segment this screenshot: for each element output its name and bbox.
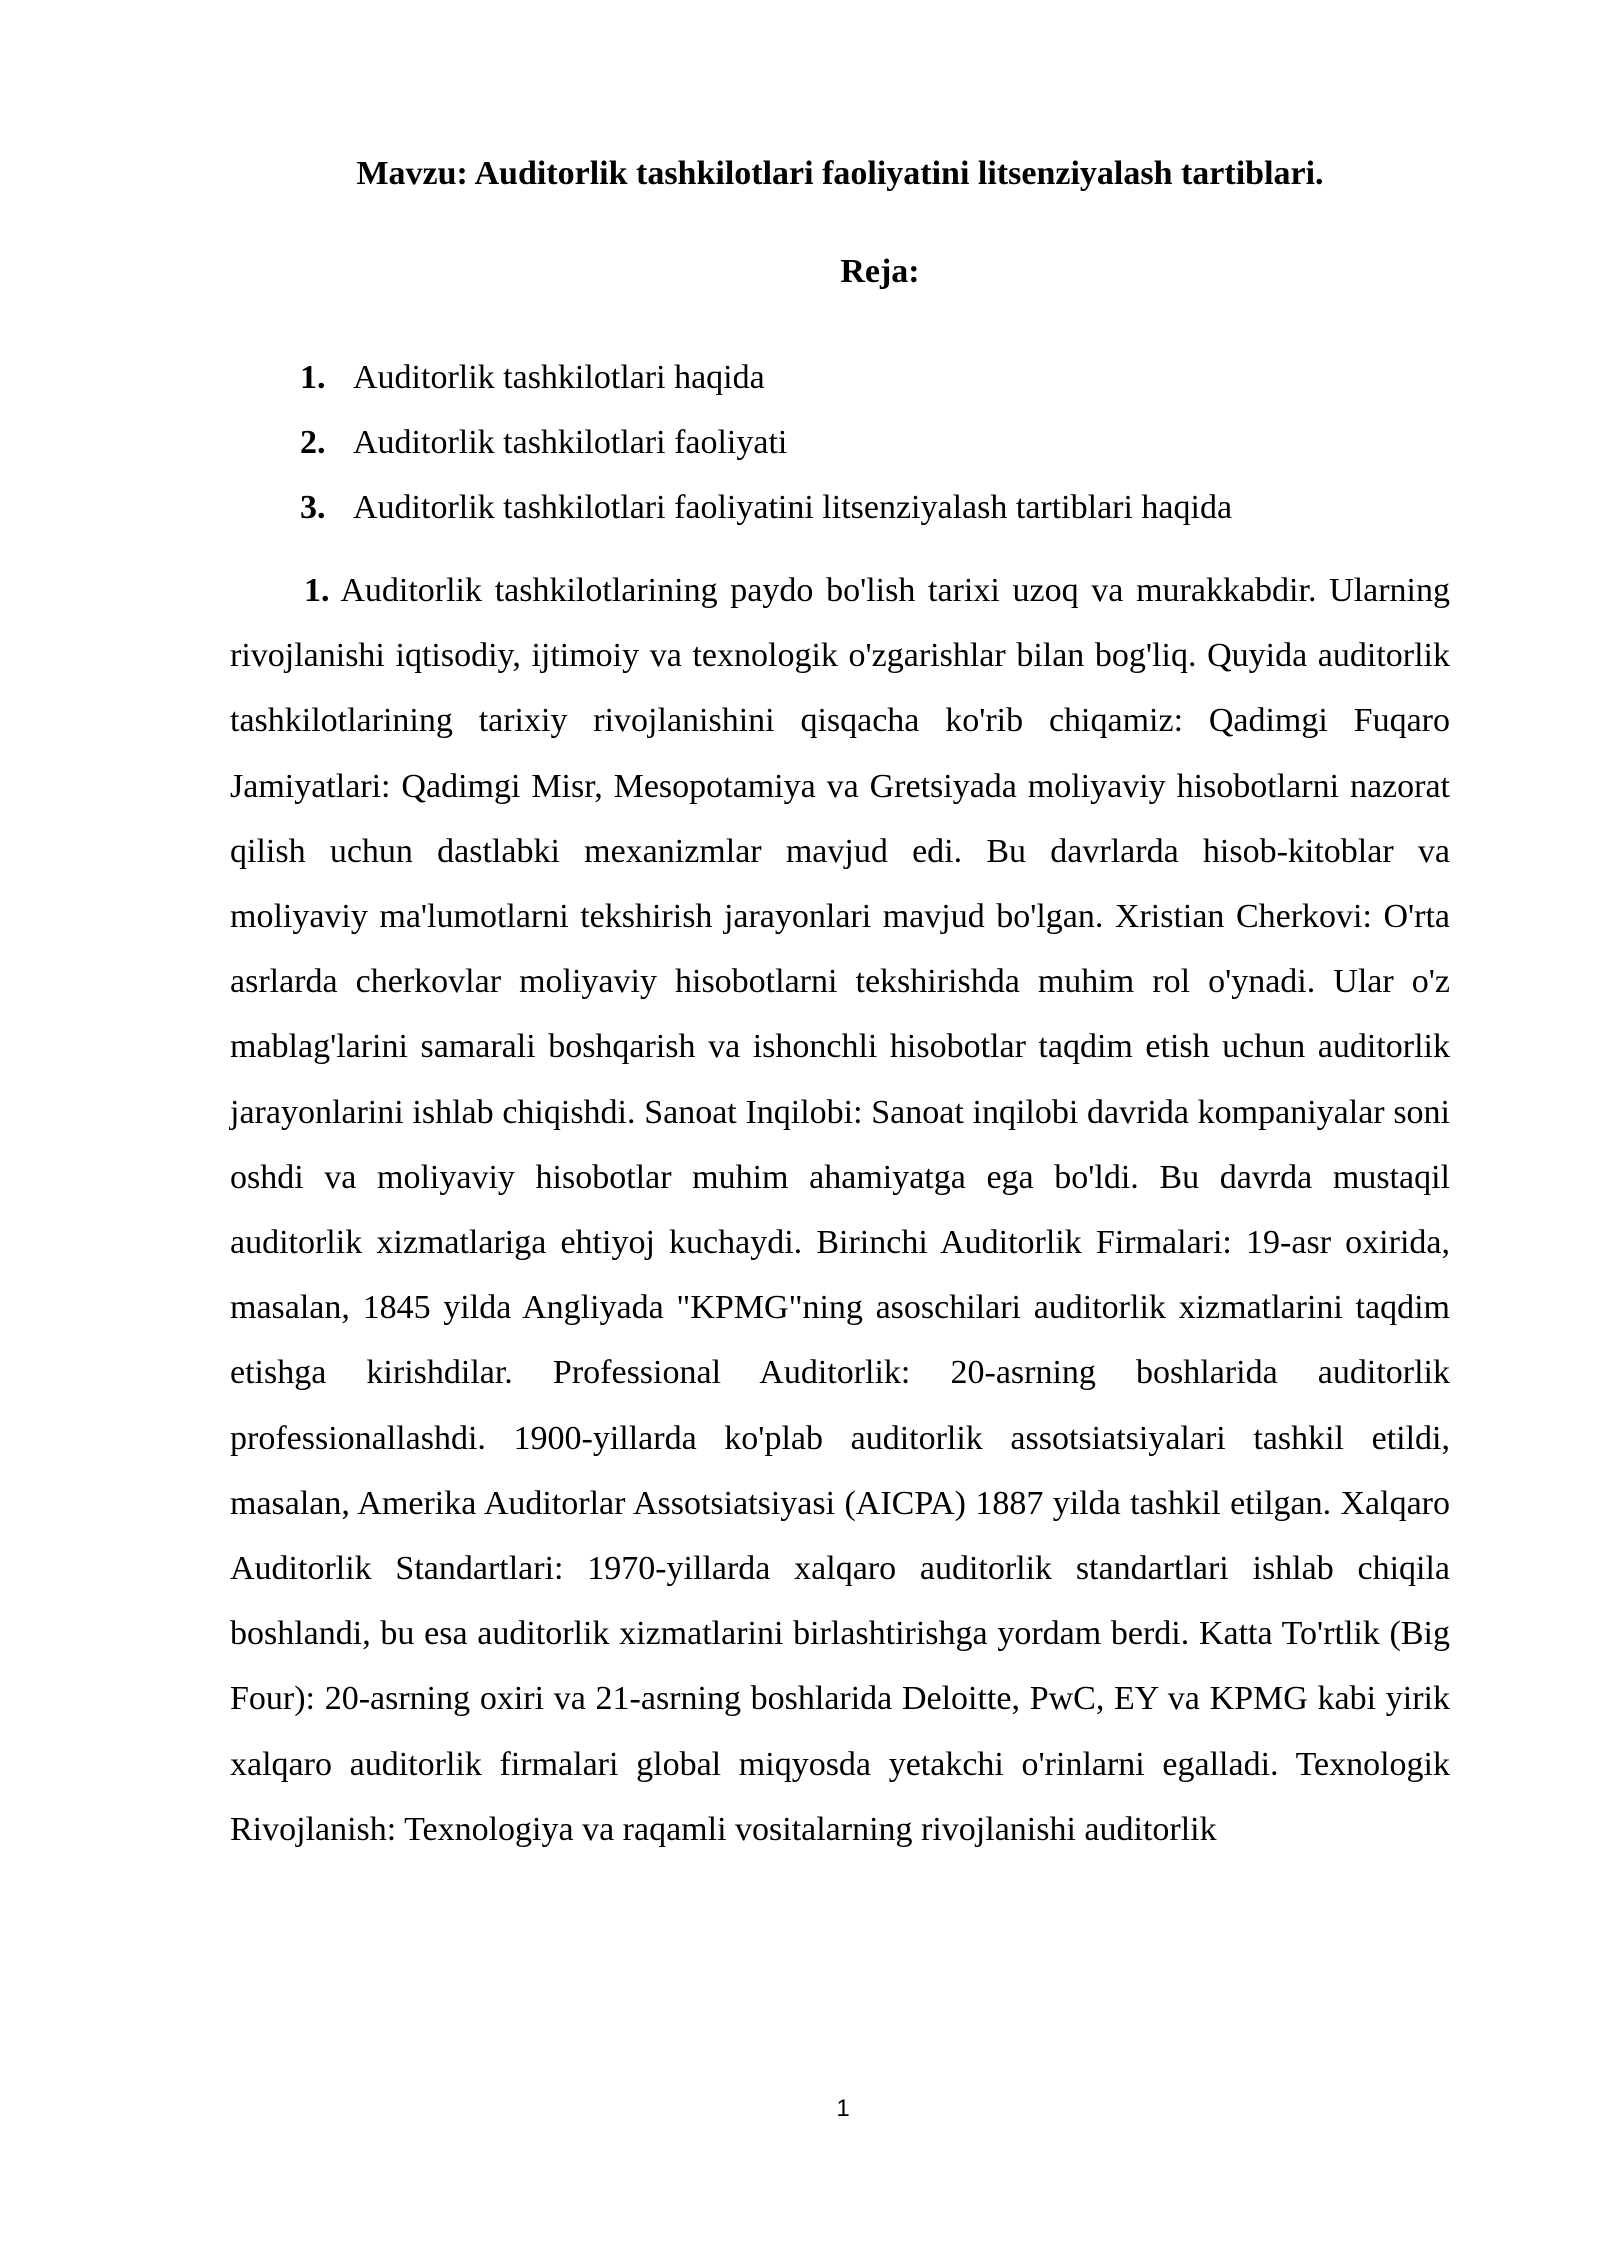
- section-number: 1.: [304, 572, 330, 609]
- plan-item-number: 2.: [300, 424, 326, 461]
- plan-item: [300, 345, 1232, 410]
- plan-item: [300, 475, 1232, 540]
- plan-item: [300, 410, 1232, 475]
- body-paragraph: [230, 558, 1450, 1862]
- plan-item-number: 3.: [300, 489, 326, 526]
- paragraph-text: Auditorlik tashkilotlarining paydo bo'lish tarixi uzoq va murakkabdir. Ularning rivojlanishi iqtisodiy, ijtimoiy va texnologik o'zgarishlar bilan bog'liq. Quyida auditorlik tashkilotlarining tarixiy rivojlanishini qisqacha ko'rib chiqamiz: Qadimgi Fuqaro Jamiyatlari: Qadimgi Misr, Mesopotamiya va Gretsiyada moliyaviy hisobotlarni nazorat qilish uchun dastlabki mexanizmlar mavjud edi. Bu davrlarda hisob-kitoblar va moliyaviy ma'lumotlarni tekshirish jarayonlari mavjud bo'lgan. Xristian Cherkovi: O'rta asrlarda cherkovlar moliyaviy hisobotlarni tekshirishda muhim rol o'ynadi. Ular o'z mablag'larini samarali boshqarish va ishonchli hisobotlar taqdim etish uchun auditorlik jarayonlarini ishlab chiqishdi. Sanoat Inqilobi: Sanoat inqilobi davrida kompaniyalar soni oshdi va moliyaviy hisobotlar muhim ahamiyatga ega bo'ldi. Bu davrda mustaqil auditorlik xizmatlariga ehtiyoj kuchaydi. Birinchi Auditorlik Firmalari: 19-asr oxirida, masalan, 1845 yilda Angliyada "KPMG"ning asoschilari auditorlik xizmatlarini taqdim etishga kirishdilar. Professional Auditorlik: 20-asrning boshlarida auditorlik professionallashdi. 1900-yillarda ko'plab auditorlik assotsiatsiyalari tashkil etildi, masalan, Amerika Auditorlar Assotsiatsiyasi (AICPA) 1887 yilda tashkil etilgan. Xalqaro Auditorlik Standartlari: 1970-yillarda xalqaro auditorlik standartlari ishlab chiqila boshlandi, bu esa auditorlik xizmatlarini birlashtirishga yordam berdi. Katta To'rtlik (Big Four): 20-asrning oxiri va 21-asrning boshlarida Deloitte, PwC, EY va KPMG kabi yirik xalqaro auditorlik firmalari global miqyosda yetakchi o'rinlarni egalladi. Texnologik Rivojlanish: Texnologiya va raqamli vositalarning rivojlanishi auditorlik: [230, 572, 1451, 1848]
- plan-item-text: Auditorlik tashkilotlari faoliyati: [353, 424, 788, 461]
- plan-heading: Reja:: [840, 253, 920, 290]
- plan-item-text: Auditorlik tashkilotlari faoliyatini litsenziyalash tartiblari haqida: [353, 489, 1233, 526]
- document-title: Mavzu: Auditorlik tashkilotlari faoliyatini litsenziyalash tartiblari.: [356, 155, 1324, 192]
- page-number: 1: [836, 2095, 850, 2122]
- plan-list: [300, 345, 1232, 540]
- plan-item-text: Auditorlik tashkilotlari haqida: [353, 359, 765, 396]
- plan-item-number: 1.: [300, 359, 326, 396]
